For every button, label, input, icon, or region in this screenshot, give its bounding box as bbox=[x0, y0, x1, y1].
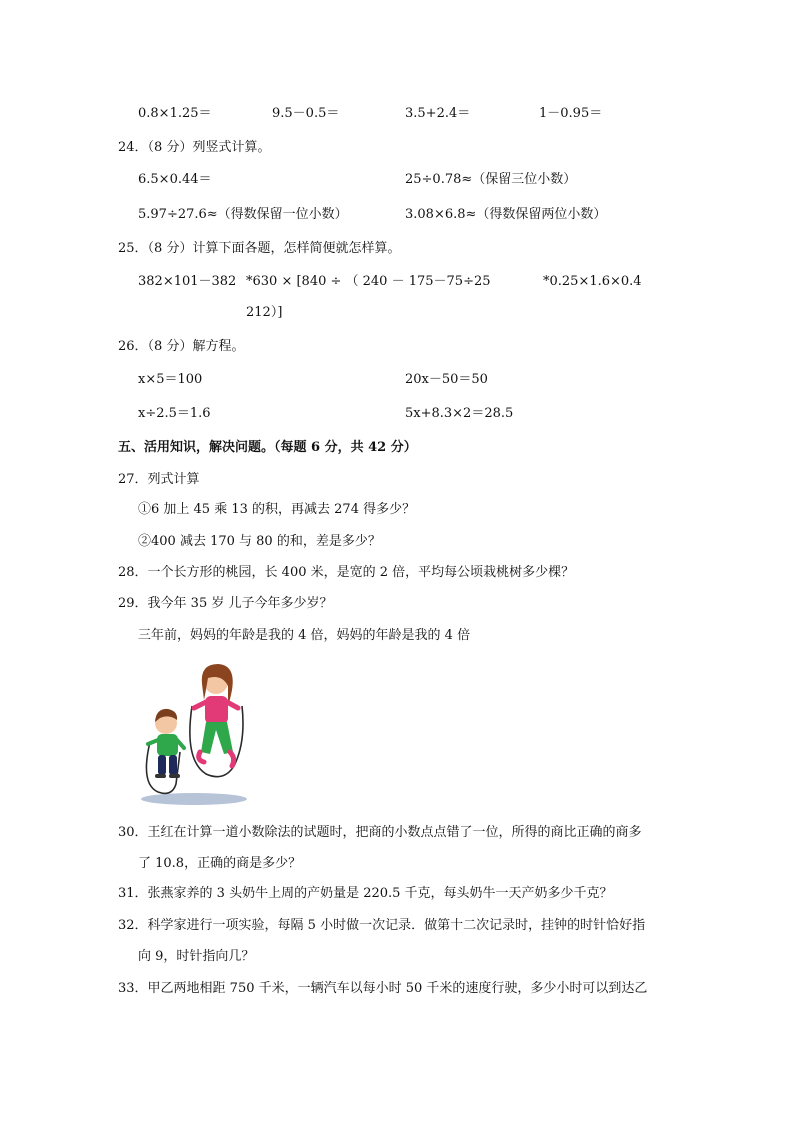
q23-item-c: 3.5+2.4＝ bbox=[405, 106, 471, 121]
q25-item-3: *0.25×1.6×0.4 bbox=[543, 274, 642, 289]
q26-item-2: 20x－50＝50 bbox=[405, 372, 488, 387]
q28-text: 28．一个长方形的桃园，长 400 米，是宽的 2 倍，平均每公顷栽桃树多少棵？ bbox=[118, 565, 575, 580]
q27-sub-2: ②400 减去 170 与 80 的和，差是多少？ bbox=[138, 534, 381, 549]
q26-item-4: 5x+8.3×2＝28.5 bbox=[405, 406, 514, 421]
q25-title: 25．（8 分）计算下面各题，怎样简便就怎样算。 bbox=[118, 241, 401, 256]
q24-item-2: 25÷0.78≈（保留三位小数） bbox=[405, 172, 577, 187]
q30-line-1: 30．王红在计算一道小数除法的试题时，把商的小数点点错了一位，所得的商比正确的商多 bbox=[118, 825, 642, 840]
q23-item-d: 1－0.95＝ bbox=[539, 106, 603, 121]
q24-item-1: 6.5×0.44＝ bbox=[138, 172, 212, 187]
q32-line-1: 32．科学家进行一项实验，每隔 5 小时做一次记录．做第十二次记录时，挂钟的时针恰好指 bbox=[118, 918, 646, 933]
q27-sub-1: ①6 加上 45 乘 13 的积，再减去 274 得多少？ bbox=[138, 502, 416, 517]
q27-title: 27．列式计算 bbox=[118, 472, 200, 487]
q32-line-2: 向 9，时针指向几？ bbox=[138, 949, 255, 964]
jump-rope-illustration bbox=[138, 656, 250, 808]
q30-line-2: 了 10.8，正确的商是多少？ bbox=[138, 856, 302, 871]
q25-item-2-line2: 212）] bbox=[246, 305, 283, 320]
q24-item-4: 3.08×6.8≈（得数保留两位小数） bbox=[405, 207, 607, 222]
section-5-title: 五、活用知识，解决问题。（每题 6 分，共 42 分） bbox=[118, 440, 417, 455]
q24-item-3: 5.97÷27.6≈（得数保留一位小数） bbox=[138, 207, 348, 222]
q29-line-2: 三年前，妈妈的年龄是我的 4 倍，妈妈的年龄是我的 4 倍 bbox=[138, 628, 471, 643]
q29-title: 29．我今年 35 岁 儿子今年多少岁？ bbox=[118, 596, 333, 611]
q25-item-1: 382×101－382 bbox=[138, 274, 237, 289]
q23-item-b: 9.5－0.5＝ bbox=[272, 106, 340, 121]
q26-item-1: x×5＝100 bbox=[138, 372, 203, 387]
q25-item-2-line1: *630 × [840 ÷ （ 240 － 175－75÷25 bbox=[246, 274, 491, 289]
q26-item-3: x÷2.5＝1.6 bbox=[138, 406, 211, 421]
q24-title: 24．（8 分）列竖式计算。 bbox=[118, 140, 271, 155]
q23-item-a: 0.8×1.25＝ bbox=[138, 106, 212, 121]
q26-title: 26．（8 分）解方程。 bbox=[118, 339, 245, 354]
q33-text: 33．甲乙两地相距 750 千米，一辆汽车以每小时 50 千米的速度行驶，多少小时可以到达乙 bbox=[118, 981, 648, 996]
q31-text: 31．张燕家养的 3 头奶牛上周的产奶量是 220.5 千克，每头奶牛一天产奶多少千克？ bbox=[118, 886, 613, 901]
